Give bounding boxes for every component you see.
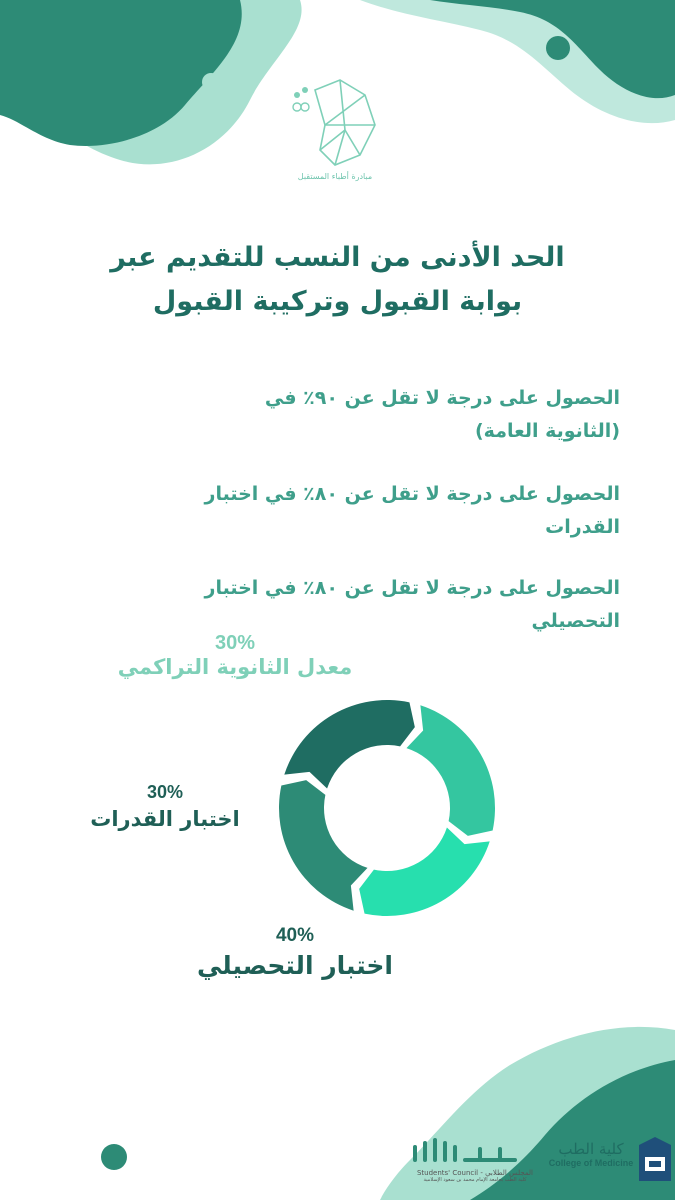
college-logo [548,1140,634,1168]
students-council-logo [410,1135,540,1183]
top-right-dot [546,36,570,60]
slice-name: اختبار التحصيلي [197,951,393,980]
bottom-left-dot [101,1144,127,1170]
donut-segment-highschool [406,705,495,836]
slice-label-highschool [110,632,360,679]
council-name: المجلس الطلابي - Students' Council [416,1169,533,1177]
requirement-line: الحصول على درجة لا تقل عن ٨٠٪ في اختبار [204,577,620,599]
donut-chart [270,693,505,923]
college-name-ar: كلية الطب [558,1140,624,1158]
slice-label-tahsili [170,925,420,980]
requirement-line: الحصول على درجة لا تقل عن ٩٠٪ في [264,387,620,409]
page-title [0,236,675,324]
requirement-item [200,382,620,448]
donut-segment-tahsili-b [279,780,368,911]
slice-value: 40% [275,925,315,946]
council-emblem-icon [410,1135,520,1165]
slice-label-qudurat [60,782,270,831]
requirement-item [200,572,620,638]
requirement-item [200,478,620,544]
requirement-line: القدرات [545,516,620,538]
requirement-line: التحصيلي [531,610,620,632]
slice-value: 30% [214,632,256,654]
donut-segment-tahsili-a [359,827,490,916]
council-subtitle: كلية الطب بجامعة الإمام محمد بن سعود الإسلامية [423,1177,527,1183]
slice-value: 30% [146,782,184,802]
title-line-2: بوابة القبول وتركيبة القبول [152,286,523,317]
slice-name: اختبار القدرات [90,807,240,831]
university-crest-icon [637,1135,673,1183]
requirement-line: (الثانوية العامة) [474,420,620,442]
requirement-line: الحصول على درجة لا تقل عن ٨٠٪ في اختبار [204,483,620,505]
initiative-caption: مبادرة أطباء المستقبل [297,172,373,181]
top-left-dot [202,73,220,91]
donut-segment-qudurat [284,700,415,789]
slice-name: معدل الثانوية التراكمي [117,655,353,679]
initiative-logo [285,75,385,175]
title-line-1: الحد الأدنى من النسب للتقديم عبر [110,242,565,273]
college-name-en: College of Medicine [548,1158,634,1168]
